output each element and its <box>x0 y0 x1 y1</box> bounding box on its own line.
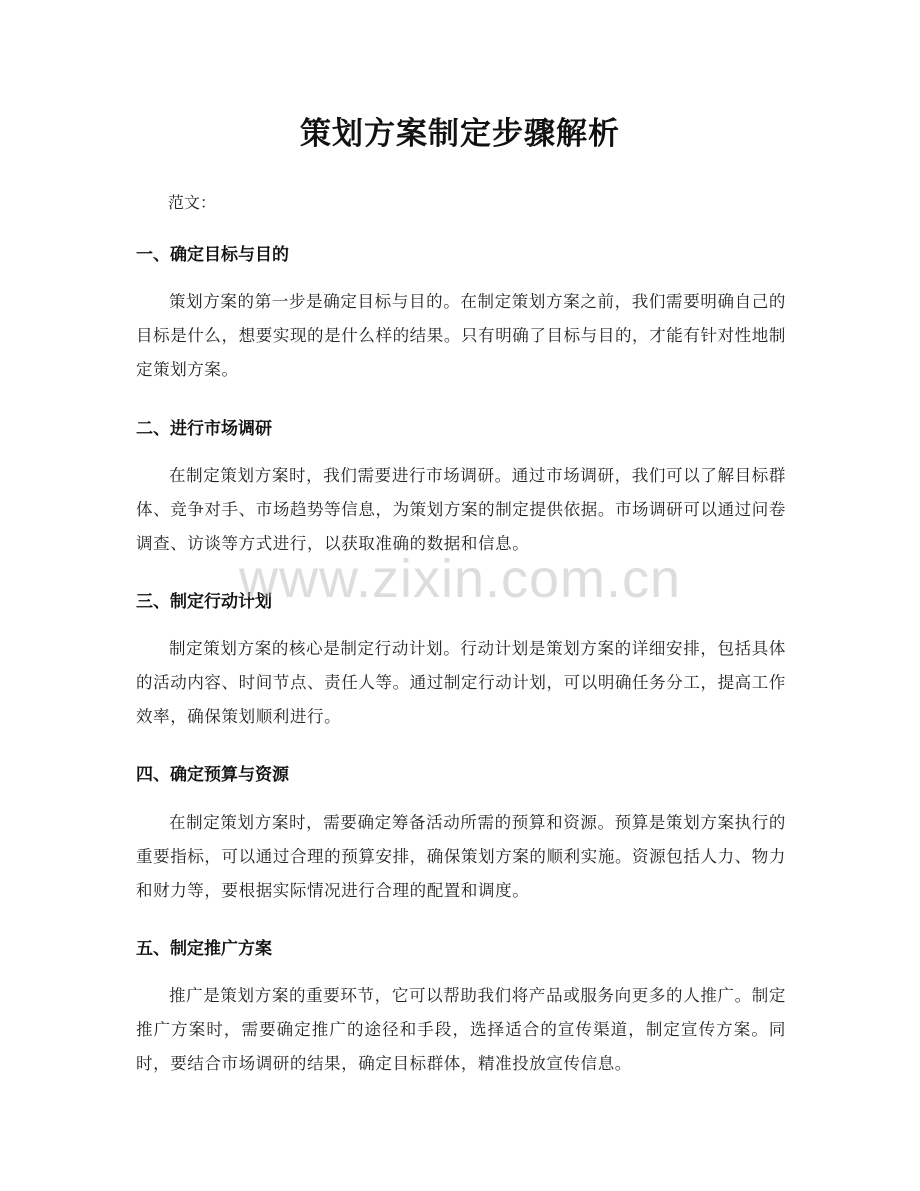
watermark-text: www.zixin.com.cn <box>238 549 682 609</box>
section-body-5: 推广是策划方案的重要环节，它可以帮助我们将产品或服务向更多的人推广。制定推广方案时，需要确定推广的途径和手段，选择适合的宣传渠道，制定宣传方案。同时，要结合市场调研的结果，确定目标群体，精准投放宣传信息。 <box>136 986 786 1073</box>
section-body-3: 制定策划方案的核心是制定行动计划。行动计划是策划方案的详细安排，包括具体的活动内容、时间节点、责任人等。通过制定行动计划，可以明确任务分工，提高工作效率，确保策划顺利进行。 <box>136 639 786 726</box>
section-body-2: 在制定策划方案时，我们需要进行市场调研。通过市场调研，我们可以了解目标群体、竞争对手、市场趋势等信息，为策划方案的制定提供依据。市场调研可以通过问卷调查、访谈等方式进行，以获取准确的数据和信息。 <box>136 466 786 553</box>
section-heading-4: 四、确定预算与资源 <box>136 765 289 785</box>
section-body-4: 在制定策划方案时，需要确定筹备活动所需的预算和资源。预算是策划方案执行的重要指标，可以通过合理的预算安排，确保策划方案的顺利实施。资源包括人力、物力和财力等，要根据实际情况进行合理的配置和调度。 <box>136 813 786 900</box>
intro-label: 范文： <box>168 193 217 212</box>
document-title: 策划方案制定步骤解析 <box>300 116 620 152</box>
section-heading-5: 五、制定推广方案 <box>136 939 272 959</box>
section-body-1: 策划方案的第一步是确定目标与目的。在制定策划方案之前，我们需要明确自己的目标是什么，想要实现的是什么样的结果。只有明确了目标与目的，才能有针对性地制定策划方案。 <box>136 292 786 379</box>
section-heading-2: 二、进行市场调研 <box>136 419 272 439</box>
section-heading-3: 三、制定行动计划 <box>136 592 272 612</box>
section-heading-1: 一、确定目标与目的 <box>136 245 289 265</box>
